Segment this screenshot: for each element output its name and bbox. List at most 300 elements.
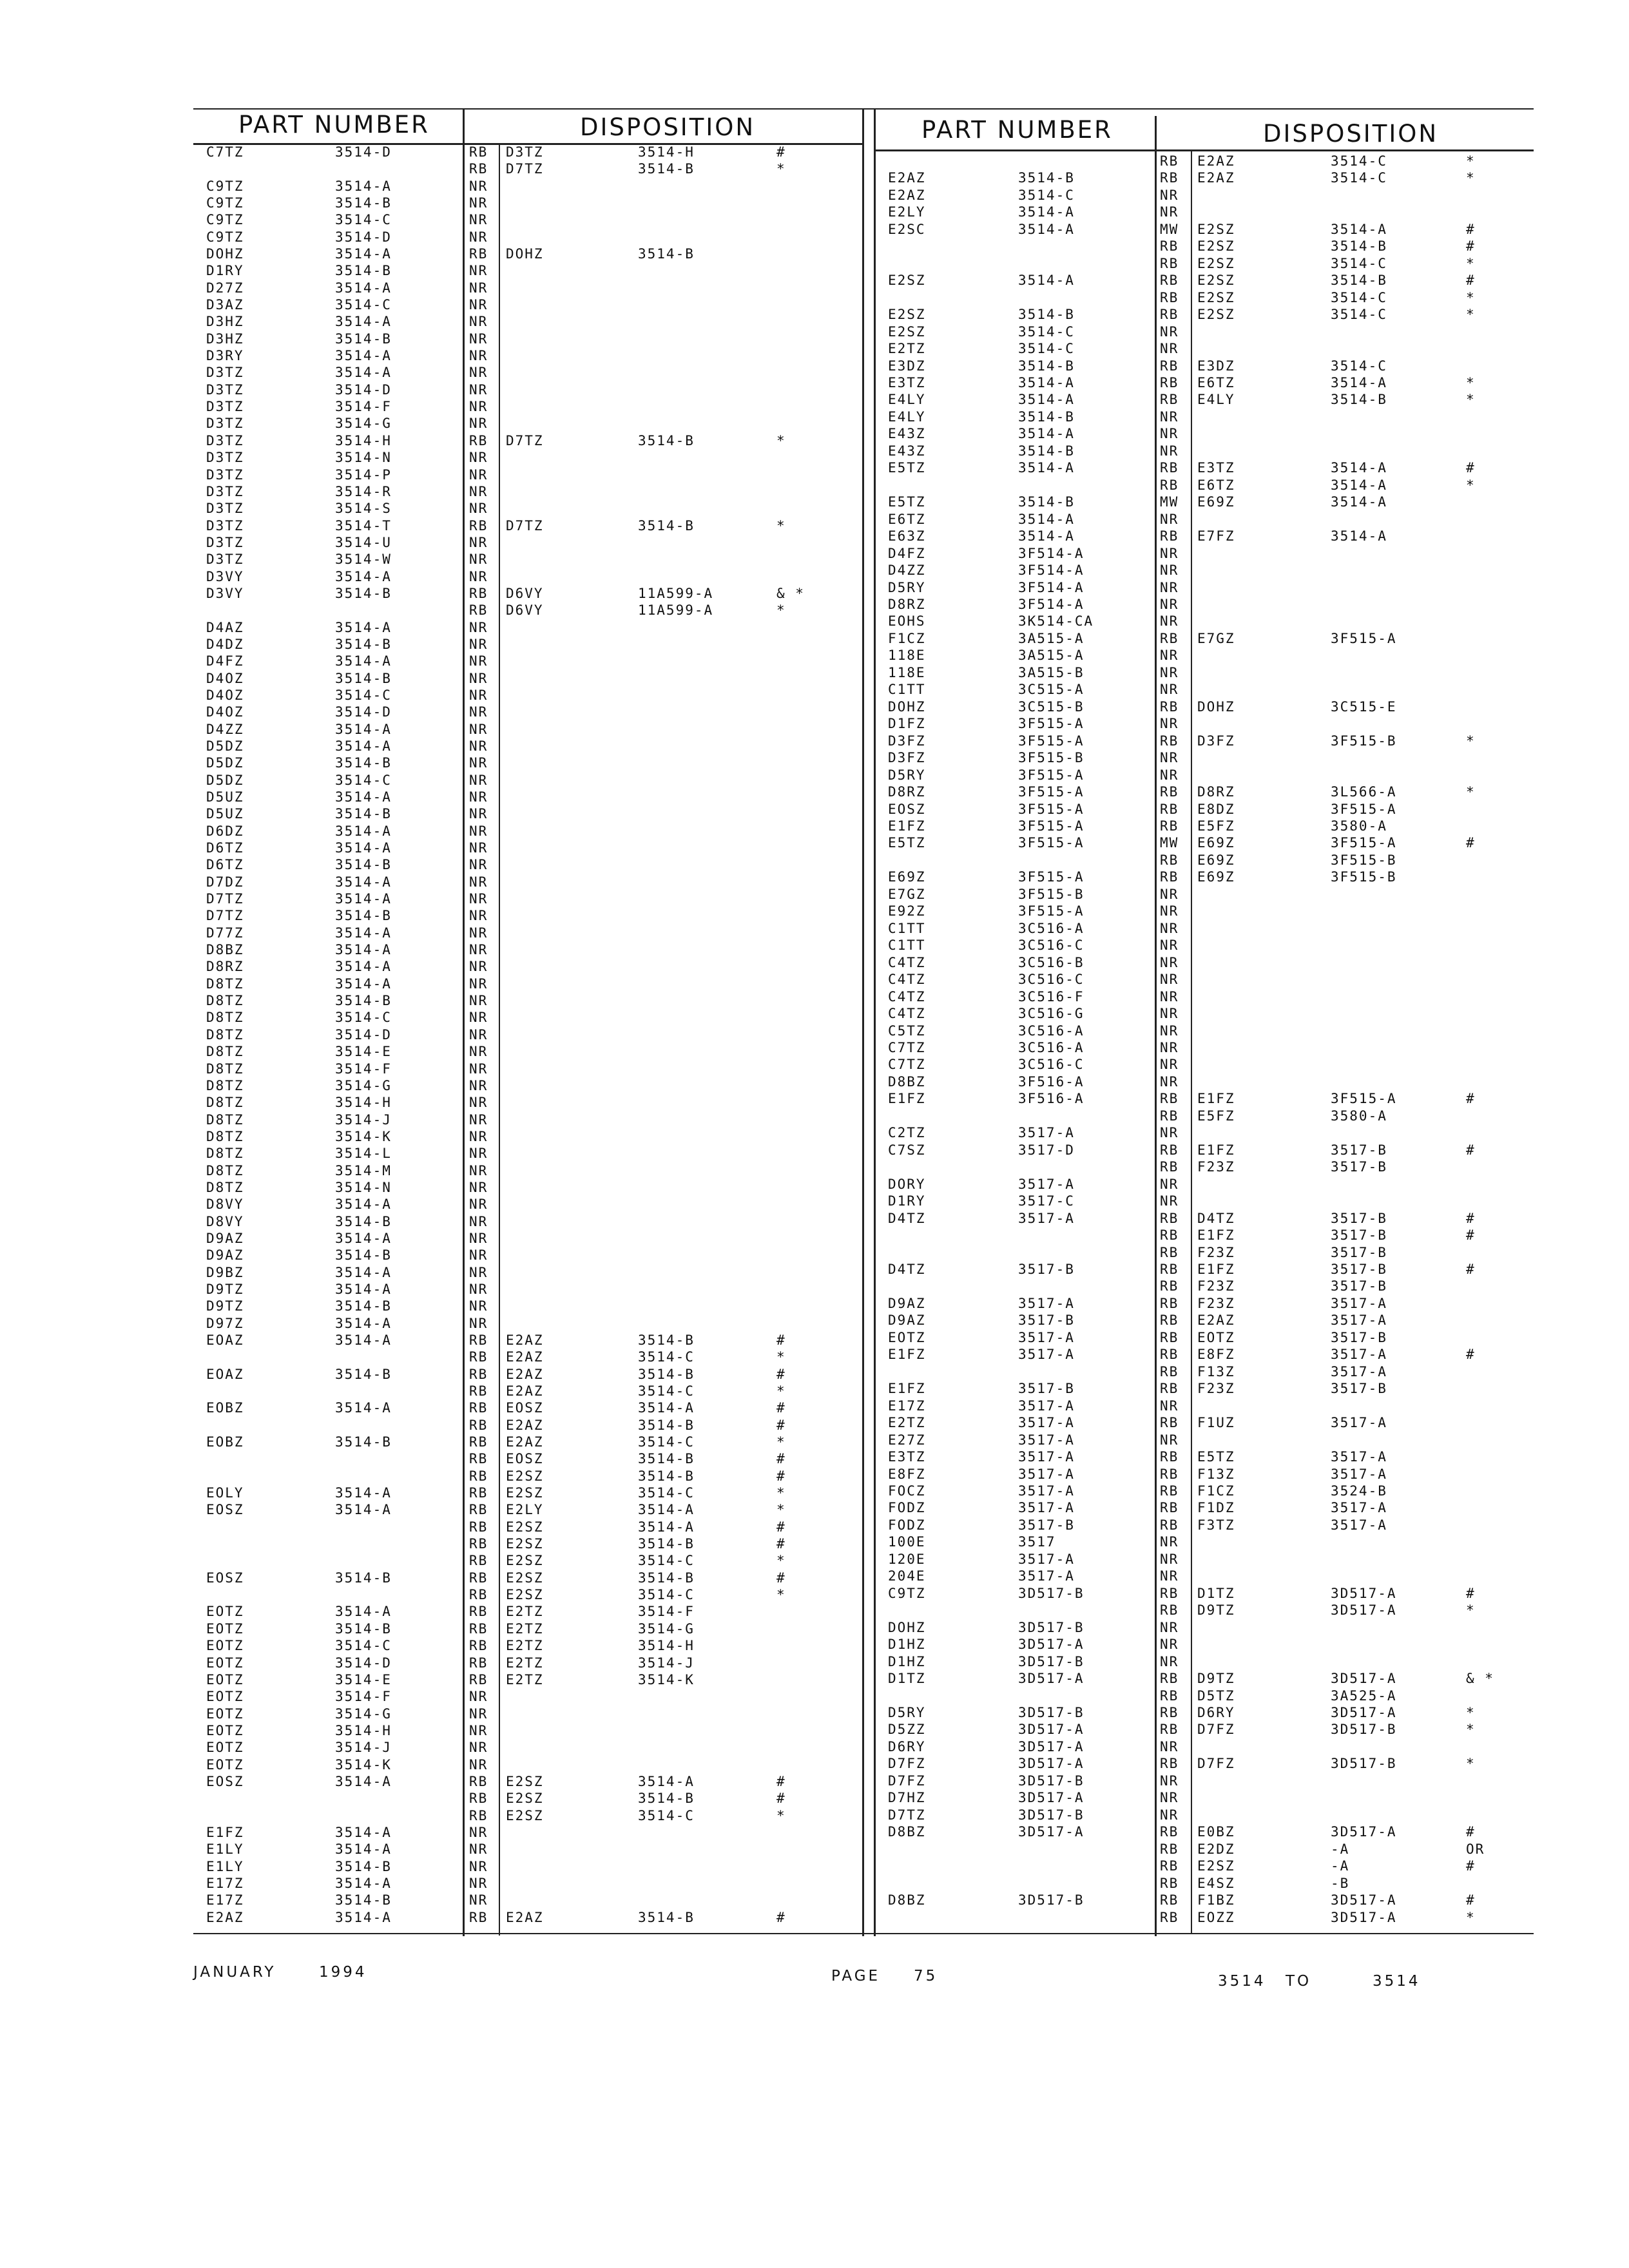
- replacement-part-prefix: D7FZ: [1197, 1756, 1235, 1772]
- part-suffix: 3D517-B: [1018, 1773, 1084, 1789]
- table-row: [0, 1296, 1629, 1312]
- table-row: [0, 784, 1629, 800]
- part-number: E1FZ: [888, 1347, 926, 1363]
- replacement-part-number: 3517-A: [1331, 1500, 1387, 1516]
- table-row: [0, 426, 1629, 442]
- part-number: D5DZ: [206, 738, 244, 754]
- note-symbol: *: [776, 1502, 786, 1518]
- part-number: DOHZ: [888, 698, 926, 715]
- replacement-part-prefix: E7FZ: [1197, 528, 1235, 544]
- left-part-number-header: PART NUMBER: [238, 111, 430, 139]
- disposition-code: RB: [1160, 1722, 1179, 1738]
- disposition-code: RB: [1160, 1909, 1179, 1925]
- replacement-part-number: 3514-C: [638, 1383, 695, 1399]
- part-suffix: 3514-A: [335, 365, 392, 381]
- part-number: D4OZ: [206, 704, 244, 720]
- part-suffix: 3514-A: [335, 1875, 392, 1891]
- replacement-part-number: 3514-B: [638, 1332, 695, 1348]
- table-row: [0, 955, 1629, 971]
- part-number: E1FZ: [888, 1091, 926, 1107]
- disposition-code: RB: [1160, 1108, 1179, 1124]
- disposition-code: NR: [469, 806, 488, 822]
- replacement-part-number: 3517-B: [1331, 1159, 1387, 1175]
- note-symbol: OR: [1466, 1841, 1485, 1857]
- disposition-code: RB: [1160, 460, 1179, 476]
- part-suffix: 3514-D: [335, 1026, 392, 1043]
- table-row: [0, 716, 1629, 732]
- part-number: EOSZ: [888, 801, 926, 817]
- table-row: [0, 528, 1629, 544]
- part-suffix: 3514-A: [335, 975, 392, 992]
- part-suffix: 3514-B: [1018, 443, 1075, 459]
- table-row: [0, 1330, 1629, 1346]
- table-row: [0, 409, 1629, 425]
- part-suffix: 3514-A: [335, 738, 392, 754]
- disposition-code: NR: [469, 1756, 488, 1773]
- replacement-part-prefix: D3FZ: [1197, 733, 1235, 749]
- replacement-part-number: 3514-G: [638, 1620, 695, 1637]
- part-number: E2SC: [888, 221, 926, 237]
- replacement-part-number: 3514-H: [638, 144, 695, 160]
- replacement-part-number: 3514-K: [638, 1671, 695, 1687]
- part-number: E1FZ: [888, 818, 926, 834]
- replacement-part-prefix: D8RZ: [1197, 784, 1235, 800]
- part-suffix: 3514-F: [335, 1061, 392, 1077]
- part-number: EOTZ: [206, 1706, 244, 1722]
- part-number: D3TZ: [206, 534, 244, 550]
- disposition-code: RB: [1160, 1262, 1179, 1277]
- part-suffix: 3514-B: [335, 636, 392, 652]
- disposition-code: RB: [1160, 1091, 1179, 1107]
- replacement-part-number: 3F515-B: [1331, 869, 1397, 885]
- part-number: FODZ: [888, 1517, 926, 1533]
- disposition-code: RB: [1160, 1312, 1179, 1329]
- part-number: D4TZ: [888, 1210, 926, 1226]
- table-row: [0, 341, 1629, 357]
- part-number: D1FZ: [888, 716, 926, 732]
- disposition-code: NR: [469, 755, 488, 771]
- disposition-code: RB: [1160, 1875, 1179, 1891]
- part-suffix: 3F515-A: [1018, 835, 1084, 851]
- part-number: E2SZ: [888, 323, 926, 340]
- part-suffix: 3514-H: [335, 1722, 392, 1738]
- part-suffix: 3514-A: [335, 178, 392, 194]
- disposition-code: RB: [1160, 1824, 1179, 1840]
- part-number: E1FZ: [888, 1381, 926, 1397]
- disposition-code: NR: [469, 314, 488, 330]
- table-row: [0, 1500, 1629, 1516]
- note-symbol: *: [1466, 784, 1476, 800]
- replacement-part-prefix: F1UZ: [1197, 1415, 1235, 1431]
- disposition-code: NR: [469, 1179, 488, 1195]
- part-number: D5ZZ: [888, 1722, 926, 1738]
- part-suffix: 3514-B: [1018, 494, 1075, 510]
- note-symbol: *: [1466, 1722, 1476, 1738]
- part-suffix: 3514-A: [335, 1485, 392, 1501]
- disposition-code: NR: [1160, 613, 1179, 629]
- replacement-part-prefix: F1DZ: [1197, 1500, 1235, 1516]
- part-suffix: 3514-N: [335, 1179, 392, 1195]
- table-row: [0, 1381, 1629, 1397]
- disposition-code: RB: [1160, 153, 1179, 169]
- disposition-code: NR: [1160, 1193, 1179, 1209]
- replacement-part-prefix: E2AZ: [1197, 153, 1235, 169]
- part-number: D3TZ: [206, 381, 244, 398]
- part-number: EOBZ: [206, 1400, 244, 1416]
- part-suffix: 3514-L: [335, 1146, 392, 1162]
- replacement-part-prefix: E8FZ: [1197, 1347, 1235, 1363]
- part-suffix: 3A515-B: [1018, 664, 1084, 680]
- part-number: E2SZ: [888, 307, 926, 323]
- part-suffix: 3514-A: [335, 1604, 392, 1620]
- part-suffix: 3514-A: [1018, 273, 1075, 289]
- part-suffix: 3517-D: [1018, 1142, 1075, 1158]
- note-symbol: #: [776, 1909, 786, 1925]
- part-number: C9TZ: [206, 229, 244, 245]
- part-suffix: 3514-A: [335, 840, 392, 856]
- part-suffix: 3514-R: [335, 483, 392, 499]
- replacement-part-number: 3514-B: [1331, 392, 1387, 408]
- part-suffix: 3A515-A: [1018, 630, 1084, 646]
- note-symbol: *: [776, 602, 786, 619]
- part-number: D97Z: [206, 1315, 244, 1331]
- table-row: [0, 887, 1629, 903]
- disposition-code: NR: [1160, 1023, 1179, 1039]
- disposition-code: NR: [1160, 443, 1179, 459]
- table-row: [0, 1602, 1629, 1619]
- disposition-code: NR: [469, 1841, 488, 1858]
- disposition-code: RB: [1160, 392, 1179, 408]
- note-symbol: *: [1466, 1602, 1476, 1619]
- part-number: E5TZ: [888, 494, 926, 510]
- disposition-code: RB: [469, 517, 488, 533]
- disposition-code: NR: [469, 1196, 488, 1213]
- note-symbol: #: [776, 1791, 786, 1807]
- replacement-part-number: 3F515-A: [1331, 1091, 1397, 1107]
- part-number: D3TZ: [206, 466, 244, 483]
- part-number: D3TZ: [206, 365, 244, 381]
- part-suffix: 3F515-A: [1018, 716, 1084, 732]
- note-symbol: *: [776, 1485, 786, 1501]
- part-number: D8BZ: [888, 1824, 926, 1840]
- table-row: [0, 1227, 1629, 1244]
- part-suffix: 3514-A: [335, 942, 392, 958]
- replacement-part-prefix: D4TZ: [1197, 1210, 1235, 1226]
- part-number: D3TZ: [206, 450, 244, 466]
- disposition-code: NR: [469, 1146, 488, 1162]
- disposition-code: RB: [469, 1383, 488, 1399]
- part-suffix: 3D517-A: [1018, 1738, 1084, 1754]
- part-number: D8TZ: [206, 1061, 244, 1077]
- disposition-code: NR: [469, 1689, 488, 1705]
- replacement-part-number: 3517-A: [1331, 1517, 1387, 1533]
- table-row: [0, 1125, 1629, 1141]
- replacement-part-number: 3517-A: [1331, 1312, 1387, 1329]
- table-row: [0, 937, 1629, 954]
- disposition-code: RB: [469, 1655, 488, 1671]
- note-symbol: #: [1466, 835, 1476, 851]
- replacement-part-prefix: E0BZ: [1197, 1824, 1235, 1840]
- replacement-part-number: 3514-B: [638, 1536, 695, 1552]
- disposition-code: RB: [469, 1587, 488, 1603]
- replacement-part-prefix: E2SZ: [506, 1791, 544, 1807]
- table-row: [0, 1586, 1629, 1602]
- table-row: [0, 1006, 1629, 1022]
- replacement-part-number: 3517-A: [1331, 1363, 1387, 1379]
- note-symbol: #: [1466, 1824, 1476, 1840]
- disposition-code: NR: [1160, 988, 1179, 1004]
- replacement-part-prefix: E8DZ: [1197, 801, 1235, 817]
- disposition-code: NR: [1160, 1125, 1179, 1141]
- part-number: EOTZ: [206, 1638, 244, 1654]
- part-suffix: 3514-B: [335, 1298, 392, 1314]
- disposition-code: RB: [469, 144, 488, 160]
- disposition-code: NR: [469, 1061, 488, 1077]
- part-suffix: 3517-A: [1018, 1176, 1075, 1192]
- disposition-code: RB: [1160, 1756, 1179, 1772]
- disposition-code: RB: [469, 585, 488, 601]
- part-number: D9AZ: [888, 1295, 926, 1311]
- note-symbol: #: [1466, 238, 1476, 255]
- table-row: [0, 1262, 1629, 1278]
- part-number: D6TZ: [206, 857, 244, 873]
- part-number: EOTZ: [206, 1655, 244, 1671]
- disposition-code: RB: [1160, 1210, 1179, 1226]
- replacement-part-number: 3517-B: [1331, 1142, 1387, 1158]
- replacement-part-number: 3514-C: [638, 1485, 695, 1501]
- disposition-code: NR: [469, 1892, 488, 1908]
- part-number: D8BZ: [888, 1073, 926, 1090]
- part-suffix: 3514-A: [1018, 426, 1075, 442]
- part-suffix: 3514-B: [335, 331, 392, 347]
- replacement-part-number: 3514-B: [638, 1366, 695, 1382]
- part-number: E69Z: [888, 869, 926, 885]
- part-number: EOTZ: [206, 1740, 244, 1756]
- replacement-part-prefix: E2SZ: [506, 1807, 544, 1823]
- disposition-code: NR: [469, 1213, 488, 1229]
- replacement-part-number: 3514-B: [638, 1909, 695, 1925]
- replacement-part-number: 3517-A: [1331, 1466, 1387, 1482]
- disposition-code: NR: [1160, 1568, 1179, 1584]
- replacement-part-prefix: E2SZ: [506, 1519, 544, 1535]
- replacement-part-number: 3514-J: [638, 1655, 695, 1671]
- disposition-code: NR: [1160, 511, 1179, 527]
- part-suffix: 3514-A: [335, 874, 392, 890]
- part-number: D7TZ: [206, 891, 244, 907]
- part-suffix: 3514-A: [1018, 221, 1075, 237]
- table-row: [0, 1841, 1629, 1858]
- part-number: FODZ: [888, 1500, 926, 1516]
- disposition-code: RB: [1160, 630, 1179, 646]
- table-row: [0, 392, 1629, 408]
- replacement-part-prefix: F13Z: [1197, 1363, 1235, 1379]
- disposition-code: NR: [469, 908, 488, 924]
- part-suffix: 3F515-A: [1018, 903, 1084, 919]
- part-number: 100E: [888, 1534, 926, 1550]
- disposition-code: NR: [469, 1824, 488, 1840]
- part-number: D6DZ: [206, 823, 244, 839]
- replacement-part-prefix: D1TZ: [1197, 1585, 1235, 1601]
- part-suffix: 3K514-CA: [1018, 613, 1094, 629]
- footer-month: JANUARY: [193, 1964, 276, 1981]
- table-row: [0, 324, 1629, 340]
- replacement-part-number: 3C515-E: [1331, 698, 1397, 715]
- table-row: [0, 1892, 1629, 1908]
- right-part-number-header: PART NUMBER: [921, 116, 1113, 144]
- part-number: E6TZ: [888, 511, 926, 527]
- disposition-code: NR: [1160, 1551, 1179, 1567]
- part-number: D7TZ: [206, 908, 244, 924]
- disposition-code: NR: [469, 365, 488, 381]
- part-suffix: 3514-A: [335, 653, 392, 669]
- part-suffix: 3517-B: [1018, 1517, 1075, 1533]
- table-row: [0, 1654, 1629, 1670]
- part-number: D4ZZ: [888, 562, 926, 579]
- part-suffix: 3514-A: [335, 1332, 392, 1348]
- replacement-part-prefix: E2AZ: [506, 1349, 544, 1365]
- table-row: [0, 1688, 1629, 1704]
- replacement-part-prefix: E2TZ: [506, 1655, 544, 1671]
- part-suffix: 3517-A: [1018, 1568, 1075, 1584]
- note-symbol: #: [1466, 273, 1476, 289]
- table-row: [0, 1415, 1629, 1431]
- part-suffix: 3C516-F: [1018, 988, 1084, 1004]
- part-suffix: 3514-A: [335, 1841, 392, 1858]
- replacement-part-number: 11A599-A: [638, 585, 714, 601]
- replacement-part-prefix: E5TZ: [1197, 1449, 1235, 1465]
- part-suffix: 3C515-B: [1018, 698, 1084, 715]
- disposition-code: MW: [1160, 835, 1179, 851]
- disposition-code: NR: [1160, 937, 1179, 954]
- table-row: [0, 818, 1629, 834]
- replacement-part-number: 3514-F: [638, 1604, 695, 1620]
- replacement-part-number: 3514-B: [638, 1417, 695, 1433]
- disposition-code: NR: [1160, 1534, 1179, 1550]
- replacement-part-prefix: E2SZ: [506, 1773, 544, 1789]
- replacement-part-number: 3514-A: [1331, 528, 1387, 544]
- part-number: C9TZ: [206, 195, 244, 211]
- part-number: D9AZ: [206, 1247, 244, 1264]
- part-number: EOAZ: [206, 1332, 244, 1348]
- disposition-code: RB: [1160, 307, 1179, 323]
- table-row: [0, 1466, 1629, 1483]
- note-symbol: *: [776, 1587, 786, 1603]
- replacement-part-prefix: E2SZ: [1197, 1858, 1235, 1874]
- part-number: D5RY: [888, 579, 926, 595]
- part-number: EOTZ: [206, 1620, 244, 1637]
- replacement-part-number: 3524-B: [1331, 1483, 1387, 1499]
- note-symbol: *: [776, 161, 786, 177]
- replacement-part-number: 3514-B: [638, 1451, 695, 1467]
- part-suffix: 3514-A: [1018, 375, 1075, 390]
- disposition-code: NR: [469, 1026, 488, 1043]
- part-number: D4FZ: [888, 545, 926, 561]
- part-suffix: 3F515-A: [1018, 869, 1084, 885]
- part-number: D8RZ: [888, 784, 926, 800]
- part-number: D1HZ: [888, 1653, 926, 1669]
- part-suffix: 3514-B: [335, 195, 392, 211]
- disposition-code: RB: [469, 602, 488, 619]
- disposition-code: NR: [469, 1875, 488, 1891]
- replacement-part-prefix: E2TZ: [506, 1638, 544, 1654]
- replacement-part-prefix: E2SZ: [506, 1536, 544, 1552]
- note-symbol: #: [776, 1332, 786, 1348]
- part-suffix: 3C516-G: [1018, 1006, 1084, 1022]
- part-suffix: 3514-A: [335, 1502, 392, 1518]
- part-suffix: 3517-A: [1018, 1398, 1075, 1414]
- note-symbol: *: [776, 517, 786, 533]
- part-number: D1RY: [888, 1193, 926, 1209]
- disposition-code: NR: [469, 1077, 488, 1093]
- part-suffix: 3C516-C: [1018, 1057, 1084, 1073]
- part-suffix: 3517-A: [1018, 1347, 1075, 1363]
- table-row: [0, 1074, 1629, 1090]
- disposition-code: RB: [469, 1468, 488, 1484]
- disposition-code: NR: [469, 1044, 488, 1060]
- table-row: [0, 187, 1629, 204]
- disposition-code: NR: [469, 1706, 488, 1722]
- disposition-code: NR: [469, 399, 488, 415]
- part-number: C7TZ: [206, 144, 244, 160]
- replacement-part-number: 3514-A: [1331, 494, 1387, 510]
- disposition-code: NR: [469, 1315, 488, 1331]
- disposition-code: NR: [469, 619, 488, 635]
- part-suffix: 3514-A: [335, 1230, 392, 1246]
- part-suffix: 3A515-A: [1018, 648, 1084, 664]
- replacement-part-prefix: E2AZ: [506, 1434, 544, 1450]
- part-suffix: 3514-S: [335, 501, 392, 517]
- replacement-part-number: 3514-B: [638, 1468, 695, 1484]
- part-number: FOCZ: [888, 1483, 926, 1499]
- part-number: E2AZ: [206, 1909, 244, 1925]
- part-number: D5DZ: [206, 755, 244, 771]
- disposition-code: NR: [469, 789, 488, 805]
- disposition-code: NR: [469, 993, 488, 1009]
- disposition-code: NR: [1160, 1398, 1179, 1414]
- note-symbol: #: [776, 144, 786, 160]
- table-row: [0, 750, 1629, 766]
- disposition-code: NR: [469, 178, 488, 194]
- replacement-part-prefix: E2AZ: [1197, 1312, 1235, 1329]
- replacement-part-number: 3514-B: [638, 246, 695, 262]
- replacement-part-number: 3514-H: [638, 1638, 695, 1654]
- part-suffix: 3514-D: [335, 144, 392, 160]
- disposition-code: RB: [1160, 170, 1179, 186]
- disposition-code: RB: [1160, 698, 1179, 715]
- part-number: D8TZ: [206, 1128, 244, 1144]
- part-number: E17Z: [206, 1892, 244, 1908]
- note-symbol: *: [776, 1553, 786, 1569]
- part-number: D8VY: [206, 1196, 244, 1213]
- disposition-code: NR: [1160, 886, 1179, 902]
- replacement-part-number: 3514-A: [1331, 221, 1387, 237]
- replacement-part-prefix: E2LY: [506, 1502, 544, 1518]
- replacement-part-number: 3514-B: [638, 1570, 695, 1586]
- disposition-code: NR: [1160, 579, 1179, 595]
- disposition-code: NR: [469, 959, 488, 975]
- part-number: EOSZ: [206, 1502, 244, 1518]
- table-row: [0, 1177, 1629, 1193]
- note-symbol: #: [776, 1400, 786, 1416]
- part-suffix: 3514-B: [335, 1892, 392, 1908]
- note-symbol: *: [1466, 477, 1476, 493]
- disposition-code: RB: [1160, 255, 1179, 271]
- disposition-code: RB: [469, 1604, 488, 1620]
- disposition-code: NR: [469, 687, 488, 703]
- table-row: [0, 972, 1629, 988]
- replacement-part-prefix: F23Z: [1197, 1244, 1235, 1260]
- part-number: D4TZ: [888, 1262, 926, 1277]
